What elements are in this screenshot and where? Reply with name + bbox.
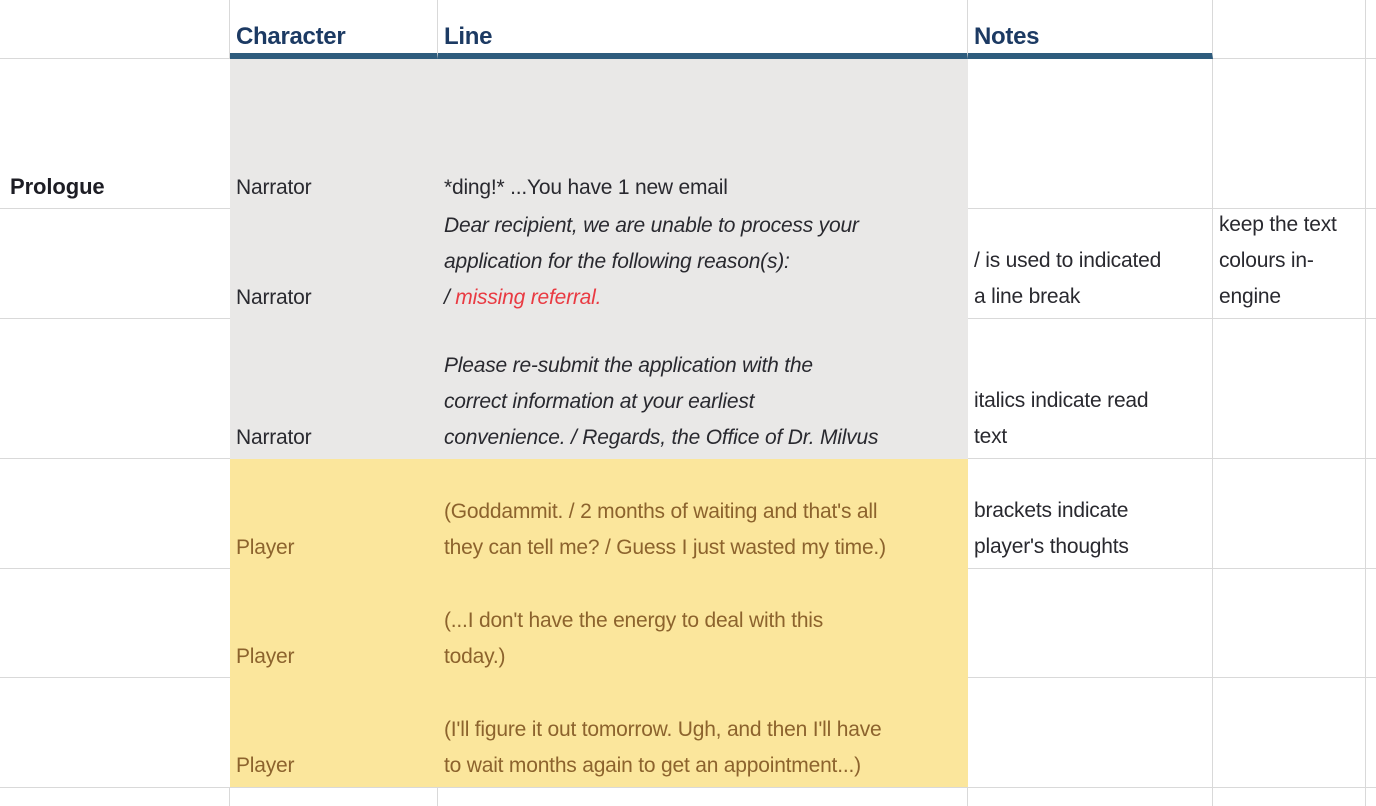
notes-cell[interactable] xyxy=(968,319,1213,459)
player-fill-block xyxy=(230,569,968,678)
notes-text: brackets indicate xyxy=(974,499,1129,522)
header-cell-line[interactable] xyxy=(438,0,968,59)
spacer-cell xyxy=(1366,459,1376,569)
header-row xyxy=(0,0,1376,59)
line-segment: they can tell me? / Guess I just wasted my time.) xyxy=(444,536,886,559)
side-note-cell[interactable] xyxy=(1213,678,1366,788)
section-cell[interactable] xyxy=(0,788,230,806)
header-cell-spacer xyxy=(1366,0,1376,59)
notes-cell[interactable] xyxy=(968,459,1213,569)
line-segment: (I'll figure it out tomorrow. Ugh, and then I'll have xyxy=(444,718,882,741)
line-segment: to wait months again to get an appointment...) xyxy=(444,754,861,777)
line-text xyxy=(444,494,877,530)
notes-cell[interactable] xyxy=(968,59,1213,209)
narrator-fill-block xyxy=(230,209,968,319)
line-text xyxy=(444,280,601,316)
character-cell[interactable] xyxy=(230,569,438,678)
line-text xyxy=(444,603,823,639)
side-note-cell[interactable] xyxy=(1213,459,1366,569)
line-cell[interactable] xyxy=(438,678,968,787)
script-rows xyxy=(0,59,1376,788)
character-cell[interactable] xyxy=(230,319,438,459)
line-segment: application for the following reason(s): xyxy=(444,250,790,273)
line-segment: convenience. / Regards, the Office of Dr. Milvus xyxy=(444,426,879,449)
line-text xyxy=(444,748,861,784)
player-fill-block xyxy=(230,459,968,569)
character-name: Narrator xyxy=(236,176,312,199)
character-cell[interactable] xyxy=(230,788,438,806)
line-segment: (Goddammit. / 2 months of waiting and that's all xyxy=(444,500,878,523)
character-name: Narrator xyxy=(236,286,312,309)
character-name: Player xyxy=(236,754,295,777)
character-cell[interactable] xyxy=(230,209,438,319)
notes-cell[interactable] xyxy=(968,209,1213,319)
header-cell-section[interactable] xyxy=(0,0,230,59)
header-cell-character[interactable] xyxy=(230,0,438,59)
line-segment: Please re-submit the application with the xyxy=(444,354,813,377)
character-name: Player xyxy=(236,536,295,559)
line-segment: (...I don't have the energy to deal with this xyxy=(444,609,824,632)
header-cell-notes[interactable] xyxy=(968,0,1213,59)
column-header-line: Line xyxy=(444,23,493,50)
section-cell[interactable] xyxy=(0,569,230,678)
notes-cell[interactable] xyxy=(968,788,1213,806)
line-text xyxy=(444,244,790,280)
line-cell[interactable] xyxy=(438,209,968,319)
section-cell[interactable] xyxy=(0,59,230,209)
section-cell[interactable] xyxy=(0,319,230,459)
line-text xyxy=(444,170,728,206)
side-note-text: keep the text xyxy=(1219,213,1337,236)
section-cell[interactable] xyxy=(0,459,230,569)
line-cell[interactable] xyxy=(438,569,968,678)
header-cell-side[interactable] xyxy=(1213,0,1366,59)
spacer-cell xyxy=(1366,678,1376,788)
line-cell[interactable] xyxy=(438,788,968,806)
spacer-cell xyxy=(1366,209,1376,319)
script-row xyxy=(0,59,1376,209)
line-cell[interactable] xyxy=(438,59,968,209)
line-segment: *ding!* ...You have 1 new email xyxy=(444,176,728,199)
notes-text: italics indicate read xyxy=(974,389,1149,412)
character-name: Narrator xyxy=(236,426,312,449)
narrator-fill-block xyxy=(230,59,968,209)
partial-row xyxy=(0,788,1376,806)
side-note-text: engine xyxy=(1219,285,1281,308)
script-row xyxy=(0,678,1376,788)
side-note-cell[interactable] xyxy=(1213,569,1366,678)
side-note-cell[interactable] xyxy=(1213,788,1366,806)
line-segment: correct information at your earliest xyxy=(444,390,755,413)
notes-text: / is used to indicated xyxy=(974,249,1162,272)
script-row xyxy=(0,459,1376,569)
script-row xyxy=(0,209,1376,319)
line-segment: Dear recipient, we are unable to process your xyxy=(444,214,859,237)
line-text xyxy=(444,639,505,675)
notes-text: text xyxy=(974,425,1008,448)
line-text xyxy=(444,420,878,456)
side-note-cell[interactable] xyxy=(1213,319,1366,459)
section-cell[interactable] xyxy=(0,209,230,319)
column-header-notes: Notes xyxy=(974,23,1040,50)
script-row xyxy=(0,569,1376,678)
section-cell[interactable] xyxy=(0,678,230,788)
spacer-cell xyxy=(1366,788,1376,806)
line-cell[interactable] xyxy=(438,319,968,459)
script-row xyxy=(0,319,1376,459)
player-fill-block xyxy=(230,678,968,788)
spacer-cell xyxy=(1366,319,1376,459)
side-note-text: colours in- xyxy=(1219,249,1314,272)
side-note-cell[interactable] xyxy=(1213,59,1366,209)
column-header-character: Character xyxy=(236,23,346,50)
notes-text: a line break xyxy=(974,285,1081,308)
character-cell[interactable] xyxy=(230,678,438,787)
line-text xyxy=(444,384,754,420)
line-text xyxy=(444,209,859,244)
line-segment: / xyxy=(444,286,456,309)
spacer-cell xyxy=(1366,59,1376,209)
character-cell[interactable] xyxy=(230,459,438,569)
notes-cell[interactable] xyxy=(968,569,1213,678)
line-cell[interactable] xyxy=(438,459,968,569)
section-label: Prologue xyxy=(10,174,105,199)
narrator-fill-block xyxy=(230,319,968,459)
line-segment: missing referral. xyxy=(455,286,602,309)
line-text xyxy=(444,348,813,384)
line-text xyxy=(444,712,881,748)
notes-text: player's thoughts xyxy=(974,535,1129,558)
side-note-cell[interactable] xyxy=(1213,209,1366,319)
notes-cell[interactable] xyxy=(968,678,1213,788)
line-segment: today.) xyxy=(444,645,506,668)
character-cell[interactable] xyxy=(230,59,438,209)
spacer-cell xyxy=(1366,569,1376,678)
line-text xyxy=(444,530,886,566)
character-name: Player xyxy=(236,645,295,668)
